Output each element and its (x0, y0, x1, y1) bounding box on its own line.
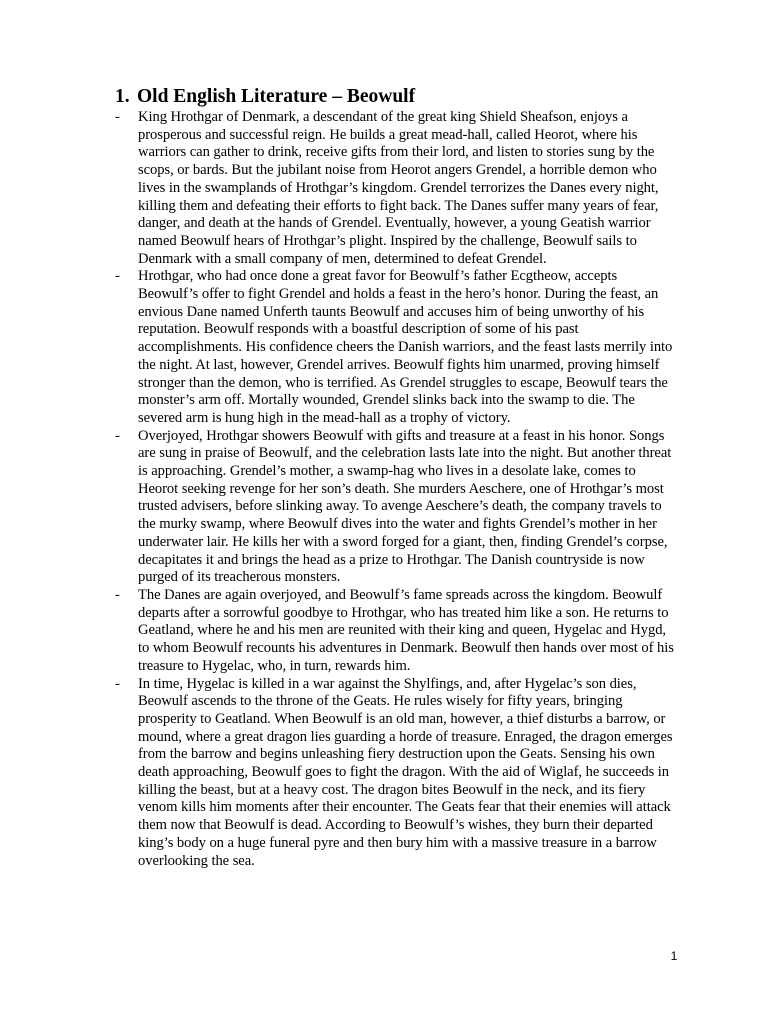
section-title: Old English Literature – Beowulf (137, 86, 416, 107)
bullet-dash: - (115, 268, 120, 285)
paragraph-text: The Danes are again overjoyed, and Beowulf’s fame spreads across the kingdom. Beowulf departs after a sorrowful goodbye to Hrothgar, who has treated him like a son. He returns to Geatland, where he and his men are reunited with their king and queen, Hygelac and Hygd, to whom Beowulf recounts his adventures in Denmark. Beowulf then hands over most of his treasure to Hygelac, who, in turn, rewards him. (138, 586, 674, 674)
page-number: 1 (670, 949, 678, 963)
list-item (115, 587, 675, 676)
paragraph-text: In time, Hygelac is killed in a war against the Shylfings, and, after Hygelac’s son dies, Beowulf ascends to the throne of the Geats. He rules wisely for fifty years, bringing prosperity to Geatland. When Beowulf is an old man, however, a thief disturbs a barrow, or mound, where a great dragon lies guarding a horde of treasure. Enraged, the dragon emerges from the barrow and begins unleashing fiery destruction upon the Geats. Sensing his own death approaching, Beowulf goes to fight the dragon. With the aid of Wiglaf, he succeeds in killing the beast, but at a heavy cost. The dragon bites Beowulf in the neck, and its fiery venom kills him moments after their encounter. The Geats fear that their enemies will attack them now that Beowulf is dead. According to Beowulf’s wishes, they burn their departed king’s body on a huge funeral pyre and then bury him with a massive treasure in a barrow overlooking the sea. (138, 675, 673, 869)
summary-list (115, 109, 675, 870)
section-number: 1. (115, 86, 130, 107)
bullet-dash: - (115, 675, 120, 692)
list-item (115, 676, 675, 871)
bullet-dash: - (115, 109, 120, 125)
bullet-dash: - (115, 586, 120, 603)
paragraph-text: King Hrothgar of Denmark, a descendant of the great king Shield Sheafson, enjoys a prosperous and successful reign. He builds a great mead-hall, called Heorot, where his warriors can gather to drink, receive gifts from their lord, and listen to stories sung by the scops, or bards. But the jubilant noise from Heorot angers Grendel, a horrible demon who lives in the swamplands of Hrothgar’s kingdom. Grendel terrorizes the Danes every night, killing them and defeating their efforts to fight back. The Danes suffer many years of fear, danger, and death at the hands of Grendel. Eventually, however, a young Geatish warrior named Beowulf hears of Hrothgar’s plight. Inspired by the challenge, Beowulf sails to Denmark with a small company of men, determined to defeat Grendel. (138, 109, 659, 267)
list-item (115, 109, 675, 268)
list-item (115, 268, 675, 427)
paragraph-text: Hrothgar, who had once done a great favor for Beowulf’s father Ecgtheow, accepts Beowulf’s offer to fight Grendel and holds a feast in the hero’s honor. During the feast, an envious Dane named Unferth taunts Beowulf and accuses him of being unworthy of his reputation. Beowulf responds with a boastful description of some of his past accomplishments. His confidence cheers the Danish warriors, and the feast lasts merrily into the night. At last, however, Grendel arrives. Beowulf fights him unarmed, proving himself stronger than the demon, who is terrified. As Grendel struggles to escape, Beowulf tears the monster’s arm off. Mortally wounded, Grendel slinks back into the swamp to die. The severed arm is hung high in the mead-hall as a trophy of victory. (138, 268, 673, 426)
bullet-dash: - (115, 427, 120, 444)
paragraph-text: Overjoyed, Hrothgar showers Beowulf with gifts and treasure at a feast in his honor. Songs are sung in praise of Beowulf, and the celebration lasts late into the night. But another threat is approaching. Grendel’s mother, a swamp-hag who lives in a desolate lake, comes to Heorot seeking revenge for her son’s death. She murders Aeschere, one of Hrothgar’s most trusted advisers, before slinking away. To avenge Aeschere’s death, the company travels to the murky swamp, where Beowulf dives into the water and fights Grendel’s mother in her underwater lair. He kills her with a sword forged for a giant, then, finding Grendel’s corpse, decapitates it and brings the head as a prize to Hrothgar. The Danish countryside is now purged of its treacherous monsters. (138, 427, 672, 586)
list-item (115, 428, 675, 587)
section-heading (115, 85, 415, 109)
